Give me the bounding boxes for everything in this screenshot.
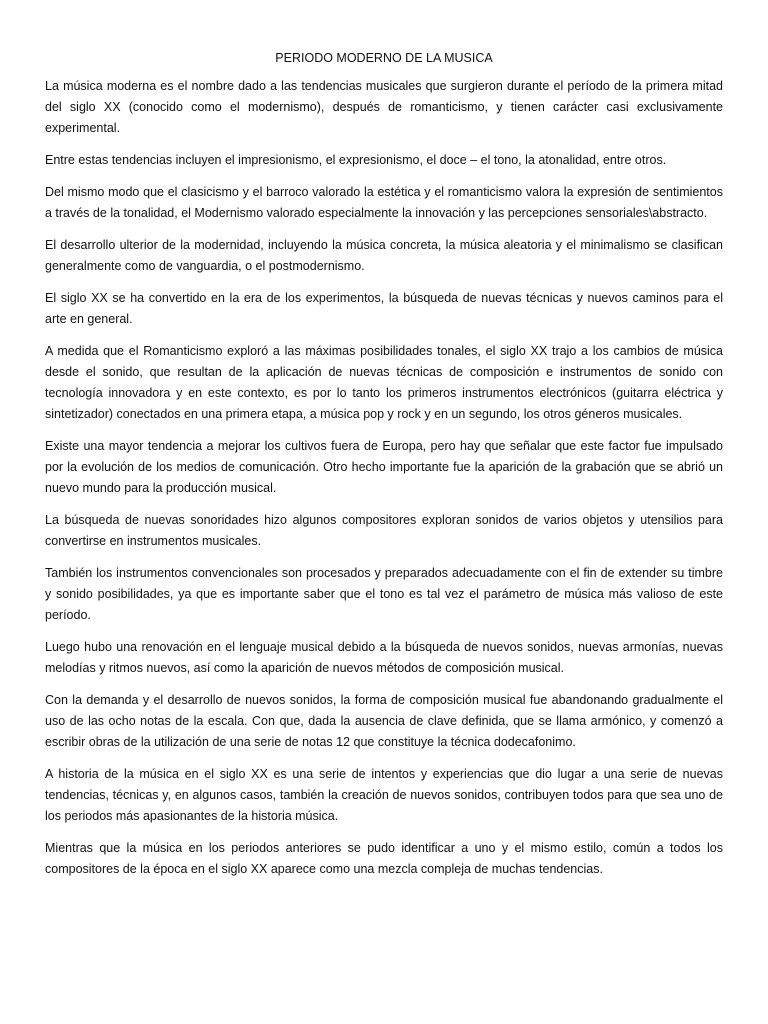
paragraph: Luego hubo una renovación en el lenguaje musical debido a la búsqueda de nuevos sonidos, nuevas armonías, nuevas melodías y ritmos nuevos, así como la aparición de nuevos métodos de composición musical. xyxy=(45,640,723,675)
paragraph: Entre estas tendencias incluyen el impresionismo, el expresionismo, el doce – el tono, la atonalidad, entre otros. xyxy=(45,153,667,167)
paragraph: Existe una mayor tendencia a mejorar los cultivos fuera de Europa, pero hay que señalar que este factor fue impulsado por la evolución de los medios de comunicación. Otro hecho importante fue la aparición de la grabación que se abrió un nuevo mundo para la producción musical. xyxy=(45,439,723,495)
paragraph: También los instrumentos convencionales son procesados y preparados adecuadamente con el fin de extender su timbre y sonido posibilidades, ya que es importante saber que el tono es tal vez el parámetro de música más valioso de este período. xyxy=(45,566,723,622)
paragraph: La búsqueda de nuevas sonoridades hizo algunos compositores exploran sonidos de varios objetos y utensilios para convertirse en instrumentos musicales. xyxy=(45,513,723,548)
paragraph: Del mismo modo que el clasicismo y el barroco valorado la estética y el romanticismo valora la expresión de sentimientos a través de la tonalidad, el Modernismo valorado especialmente la innovación y las percepciones sensoriales\abstracto. xyxy=(45,185,723,220)
document-title: PERIODO MODERNO DE LA MUSICA xyxy=(275,51,493,65)
paragraph: El siglo XX se ha convertido en la era de los experimentos, la búsqueda de nuevas técnicas y nuevos caminos para el arte en general. xyxy=(45,291,723,326)
paragraph: A historia de la música en el siglo XX es una serie de intentos y experiencias que dio lugar a una serie de nuevas tendencias, técnicas y, en algunos casos, también la creación de nuevos sonidos, contribuyen todos para que sea uno de los periodos más apasionantes de la historia música. xyxy=(45,767,723,823)
document-page xyxy=(45,48,723,891)
paragraph: Mientras que la música en los periodos anteriores se pudo identificar a uno y el mismo estilo, común a todos los compositores de la época en el siglo XX aparece como una mezcla compleja de muchas tendencias. xyxy=(45,841,723,876)
paragraph: A medida que el Romanticismo exploró a las máximas posibilidades tonales, el siglo XX trajo a los cambios de música desde el sonido, que resultan de la aplicación de nuevas técnicas de composición e instrumentos de sonido con tecnología innovadora y en este contexto, es por lo tanto los primeros instrumentos electrónicos (guitarra eléctrica y sintetizador) conectados en una primera etapa, a música pop y rock y en un segundo, los otros géneros musicales. xyxy=(45,344,723,421)
paragraph: Con la demanda y el desarrollo de nuevos sonidos, la forma de composición musical fue abandonando gradualmente el uso de las ocho notas de la escala. Con que, dada la ausencia de clave definida, que se llama armónico, y comenzó a escribir obras de la utilización de una serie de notas 12 que constituye la técnica dodecafonimo. xyxy=(45,693,723,749)
paragraph: La música moderna es el nombre dado a las tendencias musicales que surgieron durante el período de la primera mitad del siglo XX (conocido como el modernismo), después de romanticismo, y tienen carácter casi exclusivamente experimental. xyxy=(45,79,723,135)
paragraph: El desarrollo ulterior de la modernidad, incluyendo la música concreta, la música aleatoria y el minimalismo se clasifican generalmente como de vanguardia, o el postmodernismo. xyxy=(45,238,723,273)
